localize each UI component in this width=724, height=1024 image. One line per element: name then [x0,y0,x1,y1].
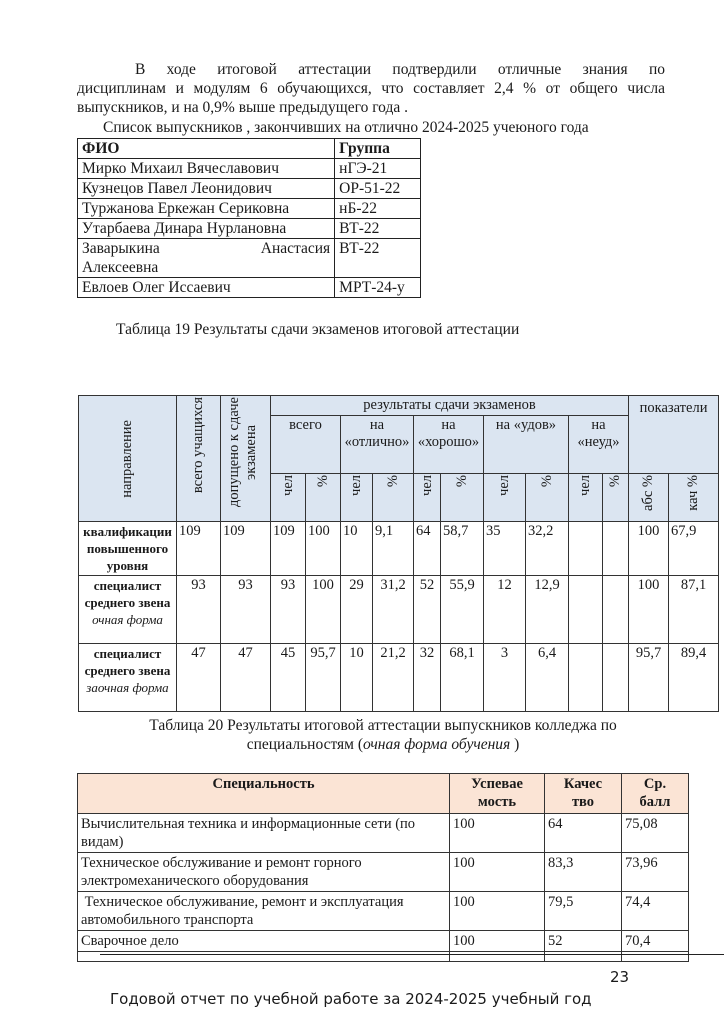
table20-caption [78,716,688,754]
header-total: всего [271,416,341,474]
row-label-form: заочная форма [86,680,169,695]
cell-total-students: 109 [177,522,221,576]
cell-fail-p [603,522,629,576]
cell-success: 100 [450,892,545,931]
exam-results-table [78,395,719,712]
header-fio: ФИО [78,139,335,159]
cell-total-p: 100 [306,576,341,644]
cell-exc-p: 31,2 [373,576,414,644]
cell-total-students: 93 [177,576,221,644]
row-label-text: специалист среднего звена [84,646,171,678]
cell-quality: 83,3 [545,853,622,892]
honors-list-caption: Список выпускников , закончивших на отлично 2024-2025 учеюного года [103,119,589,136]
header-percent-text: % [607,475,624,488]
header-satisfactory: на «удов» [484,416,569,474]
cell-sat-p: 12,9 [526,576,569,644]
row-label-form: очная форма [92,612,163,627]
table-row [78,278,421,298]
table-row [78,853,689,892]
header-percent-text: % [314,475,331,488]
cell-quality [545,952,622,962]
cell-good-n: 52 [414,576,441,644]
cell-admitted: 93 [221,576,271,644]
cell-admitted: 47 [221,644,271,712]
header-people [341,474,373,522]
header-avg: Ср. балл [622,774,689,814]
header-percent-text: % [538,475,555,488]
cell-fail-n [569,522,603,576]
header-percent-text: % [384,475,401,488]
student-name: Кузнецов Павел Леонидович [78,179,335,199]
student-name [78,239,335,278]
cell-sat-p: 32,2 [526,522,569,576]
cell-success: 100 [450,931,545,952]
header-people-text: чел [348,475,364,496]
header-people-text: чел [577,475,593,496]
table-row [78,199,421,219]
student-surname: Заварыкина [82,240,160,257]
student-group: МРТ-24-у [335,278,421,298]
cell-total-p: 100 [306,522,341,576]
header-specialty: Специальность [78,774,450,814]
intro-line-1: В ходе итоговой аттестации подтвердили отличные знания по [135,61,665,78]
specialty-header-row [78,774,689,814]
student-group: ВТ-22 [335,239,421,278]
student-patronymic: Алексеевна [82,259,159,276]
honors-header-row [78,139,421,159]
page-number: 23 [610,968,630,986]
cell-specialty: Вычислительная техника и информационные сети (по видам) [78,814,450,853]
cell-abs: 100 [629,576,669,644]
caption-suffix: ) [510,736,520,753]
student-group: ВТ-22 [335,219,421,239]
header-people [271,474,306,522]
table-row [78,219,421,239]
specialty-results-table [77,773,689,962]
header-direction [79,396,177,522]
header-percent [373,474,414,522]
student-group: ОР-51-22 [335,179,421,199]
cell-avg: 73,96 [622,853,689,892]
cell-success: 100 [450,814,545,853]
header-indicators: показатели [629,396,719,474]
table-row [78,892,689,931]
cell-specialty: Техническое обслуживание, ремонт и эксплуатация автомобильного транспорта [78,892,450,931]
cell-total-n: 93 [271,576,306,644]
cell-quality: 79,5 [545,892,622,931]
cell-exc-n: 10 [341,644,373,712]
cell-exc-p: 9,1 [373,522,414,576]
cell-avg [622,952,689,962]
student-firstname: Анастасия [260,240,331,257]
header-success: Успевае мость [450,774,545,814]
cell-good-p: 68,1 [441,644,484,712]
cell-good-n: 32 [414,644,441,712]
table-row [79,576,719,644]
header-percent [526,474,569,522]
page-footer: Годовой отчет по учебной работе за 2024-2025 учебный год [110,990,592,1008]
cell-fail-n [569,576,603,644]
cell-sat-n: 35 [484,522,526,576]
cell-fail-p [603,644,629,712]
cell-good-p: 55,9 [441,576,484,644]
header-people-text: чел [279,475,296,496]
student-name: Утарбаева Динара Нурлановна [78,219,335,239]
row-label-text: квалификации повышенного уровня [83,524,172,573]
table-row-empty [78,952,689,962]
cell-sat-n: 12 [484,576,526,644]
table-row [78,179,421,199]
table20-caption-line-2 [78,735,688,754]
student-name: Туржанова Еркежан Сериковна [78,199,335,219]
cell-abs: 100 [629,522,669,576]
header-abs-text: абс % [640,475,657,511]
header-row-1 [79,396,719,416]
header-people-text: чел [418,475,435,496]
header-total-students [177,396,221,522]
student-name: Мирко Михаил Вячеславович [78,159,335,179]
header-people [414,474,441,522]
cell-fail-p [603,576,629,644]
header-people [569,474,603,522]
header-percent [306,474,341,522]
cell-exc-n: 10 [341,522,373,576]
header-quality-text: кач % [685,475,702,511]
cell-specialty: Техническое обслуживание и ремонт горного электромеханического оборудования [78,853,450,892]
header-people-text: чел [496,475,512,496]
student-group: нГЭ-21 [335,159,421,179]
intro-line-3: выпускников, и на 0,9% выше предыдущего года . [77,99,409,116]
header-excellent: на «отлично» [341,416,414,474]
row-label-text: специалист среднего звена [84,578,171,610]
header-percent [441,474,484,522]
caption-prefix: специальностям ( [246,736,364,753]
header-quality: Качес тво [545,774,622,814]
cell-quality: 64 [545,814,622,853]
cell-avg: 75,08 [622,814,689,853]
row-label [79,576,177,644]
header-percent-text: % [453,475,470,488]
cell-good-n: 64 [414,522,441,576]
intro-paragraph [77,60,665,117]
header-fail: на «неуд» [569,416,629,474]
cell-total-students: 47 [177,644,221,712]
cell-specialty [78,952,450,962]
cell-avg: 74,4 [622,892,689,931]
cell-total-n: 109 [271,522,306,576]
table-row [78,814,689,853]
caption-italic: очная форма обучения [363,736,511,753]
table-row [79,644,719,712]
table-row [78,931,689,952]
cell-success [450,952,545,962]
cell-exc-n: 29 [341,576,373,644]
cell-total-n: 45 [271,644,306,712]
cell-quality: 52 [545,931,622,952]
cell-quality: 67,9 [669,522,719,576]
student-name: Евлоев Олег Иссаевич [78,278,335,298]
header-admitted-text: допущено к сдаче экзамена [225,397,259,507]
cell-sat-p: 6,4 [526,644,569,712]
cell-quality: 87,1 [669,576,719,644]
cell-sat-n: 3 [484,644,526,712]
cell-quality: 89,4 [669,644,719,712]
cell-specialty: Сварочное дело [78,931,450,952]
cell-exc-p: 21,2 [373,644,414,712]
horizontal-rule [100,954,724,955]
header-abs [629,474,669,522]
header-percent [603,474,629,522]
header-admitted [221,396,271,522]
cell-total-p: 95,7 [306,644,341,712]
header-group: Группа [335,139,421,159]
honors-table [77,138,421,298]
header-good: на «хорошо» [414,416,484,474]
table-row [79,522,719,576]
header-quality [669,474,719,522]
cell-good-p: 58,7 [441,522,484,576]
table19-caption: Таблица 19 Результаты сдачи экзаменов итоговой аттестации [116,321,520,338]
header-total-students-text: всего учащихся [190,397,206,494]
cell-admitted: 109 [221,522,271,576]
cell-fail-n [569,644,603,712]
table-row [78,159,421,179]
cell-success: 100 [450,853,545,892]
header-people [484,474,526,522]
intro-line-2: дисциплинам и модулям 6 обучающихся, что составляет 2,4 % от общего числа [77,80,665,97]
row-label [79,522,177,576]
row-label [79,644,177,712]
header-direction-text: направление [119,419,135,498]
cell-avg: 70,4 [622,931,689,952]
header-results-group: результаты сдачи экзаменов [271,396,629,416]
cell-abs: 95,7 [629,644,669,712]
table20-caption-line-1: Таблица 20 Результаты итоговой аттестации выпускников колледжа по [149,717,617,734]
table-row [78,239,421,278]
student-group: нБ-22 [335,199,421,219]
